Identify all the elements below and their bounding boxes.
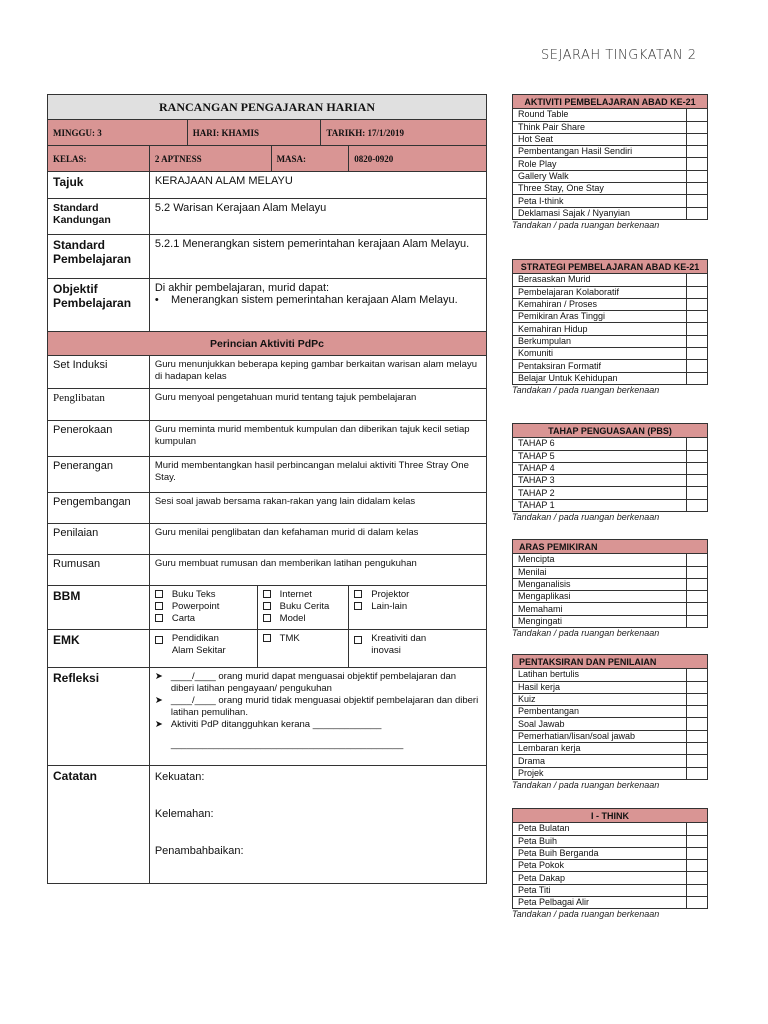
tahap-penguasaan-panel (512, 423, 708, 523)
checklist-item: Pembentangan (513, 706, 687, 718)
checkbox-icon (155, 636, 163, 644)
checklist-tick-cell[interactable] (687, 603, 708, 615)
checklist-item: Menilai (513, 566, 687, 578)
checklist-item: Berasaskan Murid (513, 274, 687, 286)
activity-label: Penglibatan (48, 389, 150, 421)
tick-instruction-note: Tandakan / pada ruangan berkenaan (512, 909, 660, 920)
activity-label: Pengembangan (48, 493, 150, 524)
checklist-item: Soal Jawab (513, 718, 687, 730)
checkbox-item[interactable]: Pendidikan Alam Sekitar (155, 633, 252, 657)
checklist-tick-cell[interactable] (687, 133, 708, 145)
checklist-tick-cell[interactable] (687, 615, 708, 627)
checklist-item: TAHAP 5 (513, 450, 687, 462)
bbm-col-3 (349, 586, 487, 630)
bbm-col-2 (257, 586, 349, 630)
checklist-tick-cell[interactable] (687, 438, 708, 450)
checklist-item: Peta Pokok (513, 860, 687, 872)
checklist-tick-cell[interactable] (687, 835, 708, 847)
checkbox-icon (263, 614, 271, 622)
standard-kandungan-value: 5.2 Warisan Kerajaan Alam Melayu (149, 199, 486, 235)
checklist-item: Hasil kerja (513, 681, 687, 693)
aktiviti-abad-21-table (512, 94, 708, 220)
checkbox-icon (155, 590, 163, 598)
tick-instruction-note: Tandakan / pada ruangan berkenaan (512, 384, 660, 395)
catatan-label: Catatan (48, 766, 150, 884)
checklist-item: Mencipta (513, 554, 687, 566)
checklist-tick-cell[interactable] (687, 578, 708, 590)
checklist-item: TAHAP 2 (513, 487, 687, 499)
strategi-abad-21-table (512, 259, 708, 385)
checklist-tick-cell[interactable] (687, 170, 708, 182)
pentaksiran-panel (512, 654, 708, 791)
checkbox-item[interactable]: Buku Cerita (263, 601, 344, 613)
kekuatan-label: Kekuatan: (154, 771, 205, 783)
checkbox-icon (263, 590, 271, 598)
checklist-tick-cell[interactable] (687, 121, 708, 133)
standard-pembelajaran-label: Standard Pembelajaran (48, 235, 150, 279)
tick-instruction-note: Tandakan / pada ruangan berkenaan (512, 512, 660, 523)
minggu-cell: MINGGU: 3 (48, 120, 188, 146)
checkbox-icon (263, 602, 271, 610)
checkbox-item[interactable]: Model (263, 613, 344, 625)
checkbox-item[interactable]: Internet (263, 589, 344, 601)
checklist-tick-cell[interactable] (687, 348, 708, 360)
objektif-intro: Di akhir pembelajaran, murid dapat: (154, 282, 330, 294)
checklist-item: Pemerhatian/lisan/soal jawab (513, 730, 687, 742)
bullet-icon: • (154, 294, 159, 306)
checklist-item: Round Table (513, 109, 687, 121)
standard-kandungan-label: Standard Kandungan (48, 199, 150, 235)
arrow-icon: ➤ (154, 671, 163, 682)
arrow-icon: ➤ (154, 695, 163, 706)
checklist-tick-cell[interactable] (687, 298, 708, 310)
checklist-tick-cell[interactable] (687, 755, 708, 767)
refleksi-item: ➤ ____/____ orang murid dapat menguasai objektif pembelajaran dan diberi latihan pengayaan/ pengukuhan (154, 671, 457, 694)
checklist-tick-cell[interactable] (687, 286, 708, 298)
checkbox-icon (155, 614, 163, 622)
checklist-tick-cell[interactable] (687, 743, 708, 755)
checkbox-icon (354, 602, 362, 610)
ithink-panel (512, 808, 708, 920)
activity-label: Penerokaan (48, 421, 150, 457)
kelas-label: KELAS: (48, 146, 150, 172)
checkbox-item[interactable]: Carta (155, 613, 252, 625)
tick-instruction-note: Tandakan / pada ruangan berkenaan (512, 219, 660, 230)
checklist-tick-cell[interactable] (687, 681, 708, 693)
checklist-item: Pembentangan Hasil Sendiri (513, 146, 687, 158)
checklist-tick-cell[interactable] (687, 475, 708, 487)
checklist-tick-cell[interactable] (687, 195, 708, 207)
checklist-item: Peta I-think (513, 195, 687, 207)
checklist-item: Lembaran kerja (513, 743, 687, 755)
activity-label: Penilaian (48, 524, 150, 555)
checklist-tick-cell[interactable] (687, 591, 708, 603)
checklist-tick-cell[interactable] (687, 487, 708, 499)
refleksi-content (149, 668, 486, 766)
rph-title: RANCANGAN PENGAJARAN HARIAN (48, 95, 487, 120)
checklist-item: Latihan bertulis (513, 669, 687, 681)
checklist-item: Projek (513, 767, 687, 779)
masa-value: 0820-0920 (349, 146, 487, 172)
checkbox-item[interactable]: Projektor (354, 589, 481, 601)
checklist-tick-cell[interactable] (687, 730, 708, 742)
strategi-abad-21-title: STRATEGI PEMBELAJARAN ABAD KE-21 (513, 260, 708, 274)
refleksi-item: ➤ Aktiviti PdP ditangguhkan kerana _____________ (154, 719, 382, 730)
objektif-point: • Menerangkan sistem pemerintahan kerajaan Alam Melayu. (154, 294, 458, 306)
checkbox-icon (354, 636, 362, 644)
checklist-tick-cell[interactable] (687, 372, 708, 384)
page-header: SEJARAH TINGKATAN 2 (541, 48, 697, 63)
activity-text: Murid membentangkan hasil perbincangan melalui aktiviti Three Stray One Stay. (149, 457, 486, 493)
pentaksiran-title: PENTAKSIRAN DAN PENILAIAN (513, 655, 708, 669)
tahap-penguasaan-table (512, 423, 708, 512)
checklist-item: TAHAP 3 (513, 475, 687, 487)
checkbox-item[interactable]: Kreativiti dan inovasi (354, 633, 481, 657)
checklist-item: Memahami (513, 603, 687, 615)
checklist-tick-cell[interactable] (687, 693, 708, 705)
checklist-tick-cell[interactable] (687, 823, 708, 835)
checklist-tick-cell[interactable] (687, 566, 708, 578)
activity-label: Penerangan (48, 457, 150, 493)
checklist-item: TAHAP 6 (513, 438, 687, 450)
checklist-item: Gallery Walk (513, 170, 687, 182)
checklist-tick-cell[interactable] (687, 499, 708, 511)
checklist-item: Peta Pelbagai Alir (513, 897, 687, 909)
checklist-item: Peta Buih Berganda (513, 847, 687, 859)
bbm-label: BBM (48, 586, 150, 630)
strategi-abad-21-panel (512, 259, 708, 396)
checkbox-icon (354, 590, 362, 598)
refleksi-item: ➤ ____/____ orang murid tidak menguasai objektif pembelajaran dan diberi latihan pemulihan. (154, 695, 479, 718)
checklist-item: Mengaplikasi (513, 591, 687, 603)
checklist-item: Deklamasi Sajak / Nyanyian (513, 207, 687, 219)
tick-instruction-note: Tandakan / pada ruangan berkenaan (512, 779, 660, 790)
checkbox-item[interactable]: TMK (263, 633, 344, 645)
checklist-item: Pembelajaran Kolaboratif (513, 286, 687, 298)
checklist-tick-cell[interactable] (687, 450, 708, 462)
checklist-item: Pentaksiran Formatif (513, 360, 687, 372)
checklist-tick-cell[interactable] (687, 109, 708, 121)
checklist-item: Role Play (513, 158, 687, 170)
penambahbaikan-label: Penambahbaikan: (154, 845, 244, 857)
checklist-item: Kemahiran Hidup (513, 323, 687, 335)
checklist-tick-cell[interactable] (687, 860, 708, 872)
checklist-tick-cell[interactable] (687, 360, 708, 372)
checkbox-item[interactable]: Lain-lain (354, 601, 481, 613)
checklist-tick-cell[interactable] (687, 897, 708, 909)
activity-text: Guru menyoal pengetahuan murid tentang tajuk pembelajaran (149, 389, 486, 421)
checklist-item: Think Pair Share (513, 121, 687, 133)
tarikh-cell: TARIKH: 17/1/2019 (321, 120, 487, 146)
activity-text: Sesi soal jawab bersama rakan-rakan yang lain didalam kelas (149, 493, 486, 524)
checklist-tick-cell[interactable] (687, 274, 708, 286)
checklist-item: TAHAP 1 (513, 499, 687, 511)
ithink-table (512, 808, 708, 909)
hari-cell: HARI: KHAMIS (187, 120, 321, 146)
checklist-tick-cell[interactable] (687, 158, 708, 170)
checkbox-item[interactable]: Powerpoint (155, 601, 252, 613)
checkbox-icon (263, 634, 271, 642)
checklist-tick-cell[interactable] (687, 207, 708, 219)
checklist-tick-cell[interactable] (687, 462, 708, 474)
checklist-item: Berkumpulan (513, 335, 687, 347)
kelemahan-label: Kelemahan: (154, 808, 214, 820)
emk-col-1 (149, 630, 257, 668)
aras-pemikiran-table (512, 539, 708, 628)
checklist-item: Peta Bulatan (513, 823, 687, 835)
tajuk-label: Tajuk (48, 172, 150, 199)
pentaksiran-table (512, 654, 708, 780)
checklist-tick-cell[interactable] (687, 311, 708, 323)
checkbox-icon (155, 602, 163, 610)
standard-pembelajaran-value: 5.2.1 Menerangkan sistem pemerintahan kerajaan Alam Melayu. (149, 235, 486, 279)
tahap-penguasaan-title: TAHAP PENGUASAAN (PBS) (513, 424, 708, 438)
catatan-content (149, 766, 486, 884)
aras-pemikiran-title: ARAS PEMIKIRAN (513, 540, 708, 554)
tick-instruction-note: Tandakan / pada ruangan berkenaan (512, 628, 660, 639)
checkbox-item[interactable]: Buku Teks (155, 589, 252, 601)
aktiviti-abad-21-title: AKTIVITI PEMBELAJARAN ABAD KE-21 (513, 95, 708, 109)
checklist-item: Mengingati (513, 615, 687, 627)
refleksi-blank-line: ____________________________________________ (170, 739, 404, 750)
checklist-tick-cell[interactable] (687, 884, 708, 896)
checklist-tick-cell[interactable] (687, 183, 708, 195)
checklist-item: Hot Seat (513, 133, 687, 145)
checklist-item: Pemikiran Aras Tinggi (513, 311, 687, 323)
checklist-item: Three Stay, One Stay (513, 183, 687, 195)
bbm-col-1 (149, 586, 257, 630)
aras-pemikiran-panel (512, 539, 708, 639)
activity-text: Guru meminta murid membentuk kumpulan dan diberikan tajuk kecil setiap kumpulan (149, 421, 486, 457)
activity-text: Guru menunjukkan beberapa keping gambar berkaitan warisan alam melayu di hadapan kelas (149, 356, 486, 389)
checklist-tick-cell[interactable] (687, 554, 708, 566)
checklist-item: Komuniti (513, 348, 687, 360)
arrow-icon: ➤ (154, 719, 163, 730)
activity-text: Guru membuat rumusan dan memberikan latihan pengukuhan (149, 555, 486, 586)
checklist-tick-cell[interactable] (687, 146, 708, 158)
tajuk-value: KERAJAAN ALAM MELAYU (149, 172, 486, 199)
activity-text: Guru menilai penglibatan dan kefahaman murid di dalam kelas (149, 524, 486, 555)
checklist-tick-cell[interactable] (687, 872, 708, 884)
checklist-tick-cell[interactable] (687, 669, 708, 681)
checklist-tick-cell[interactable] (687, 323, 708, 335)
checklist-item: Peta Buih (513, 835, 687, 847)
lesson-plan-table (47, 94, 487, 884)
checklist-item: Peta Titi (513, 884, 687, 896)
activity-label: Set Induksi (48, 356, 150, 389)
checklist-item: Menganalisis (513, 578, 687, 590)
emk-label: EMK (48, 630, 150, 668)
checklist-item: Peta Dakap (513, 872, 687, 884)
activity-label: Rumusan (48, 555, 150, 586)
kelas-value: 2 APTNESS (149, 146, 271, 172)
objektif-value (149, 279, 486, 332)
checklist-item: Kemahiran / Proses (513, 298, 687, 310)
checklist-tick-cell[interactable] (687, 767, 708, 779)
checklist-item: Kuiz (513, 693, 687, 705)
checklist-tick-cell[interactable] (687, 847, 708, 859)
checklist-tick-cell[interactable] (687, 718, 708, 730)
activity-section-header: Perincian Aktiviti PdPc (48, 332, 487, 356)
checklist-item: TAHAP 4 (513, 462, 687, 474)
aktiviti-abad-21-panel (512, 94, 708, 231)
checklist-tick-cell[interactable] (687, 335, 708, 347)
emk-col-2 (257, 630, 349, 668)
ithink-title: I - THINK (513, 809, 708, 823)
masa-label: MASA: (271, 146, 349, 172)
checklist-item: Belajar Untuk Kehidupan (513, 372, 687, 384)
checklist-tick-cell[interactable] (687, 706, 708, 718)
objektif-label: Objektif Pembelajaran (48, 279, 150, 332)
refleksi-label: Refleksi (48, 668, 150, 766)
checklist-item: Drama (513, 755, 687, 767)
emk-col-3 (349, 630, 487, 668)
